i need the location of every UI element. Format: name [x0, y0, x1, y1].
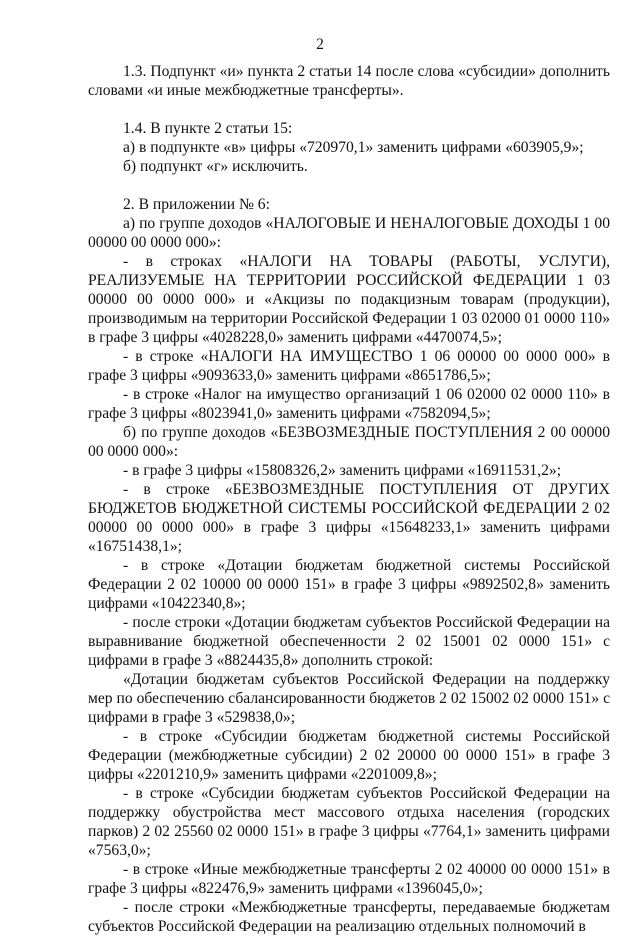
paragraph: - в строке «НАЛОГИ НА ИМУЩЕСТВО 1 06 00000 00 0000 000» в графе 3 цифры «9093633,0» заменить цифрами «8651786,5»;	[88, 348, 610, 384]
paragraph: а) в подпункте «в» цифры «720970,1» заменить цифрами «603905,9»;	[123, 139, 584, 156]
paragraph: - в строке «Налог на имущество организаций 1 06 02000 02 0000 110» в графе 3 цифры «8023941,0» заменить цифрами «7582094,5»;	[88, 386, 610, 422]
paragraph-spacer	[88, 100, 610, 119]
paragraph: - в строке «БЕЗВОЗМЕЗДНЫЕ ПОСТУПЛЕНИЯ ОТ ДРУГИХ БЮДЖЕТОВ БЮДЖЕТНОЙ СИСТЕМЫ РОССИЙСКОЙ ФЕДЕРАЦИИ 2 02 00000 00 0000 000» в графе 3 цифры «15648233,1» заменить цифрами «16751438,1»;	[88, 481, 610, 555]
document-body	[88, 62, 610, 936]
paragraph: 1.4. В пункте 2 статьи 15:	[123, 120, 293, 137]
paragraph: б) по группе доходов «БЕЗВОЗМЕЗДНЫЕ ПОСТУПЛЕНИЯ 2 00 00000 00 0000 000»:	[88, 424, 610, 460]
paragraph: - в строках «НАЛОГИ НА ТОВАРЫ (РАБОТЫ, УСЛУГИ), РЕАЛИЗУЕМЫЕ НА ТЕРРИТОРИИ РОССИЙСКОЙ ФЕДЕРАЦИИ 1 03 00000 00 0000 000» и «Акцизы по подакцизным товарам (продукции), производимым на территории Российской Федерации 1 03 02000 01 0000 110» в графе 3 цифры «4028228,0» заменить цифрами «4470074,5»;	[88, 253, 610, 346]
paragraph: 2. В приложении № 6:	[123, 196, 270, 213]
paragraph: - в графе 3 цифры «15808326,2» заменить цифрами «16911531,2»;	[123, 462, 562, 479]
paragraph: - после строки «Межбюджетные трансферты, передаваемые бюджетам субъектов Российской Федерации на реализацию отдельных полномочий в	[88, 899, 610, 935]
paragraph: «Дотации бюджетам субъектов Российской Федерации на поддержку мер по обеспечению сбалансированности бюджетов 2 02 15002 02 0000 151» с цифрами в графе 3 «529838,0»;	[88, 671, 610, 726]
paragraph: - в строке «Иные межбюджетные трансферты 2 02 40000 00 0000 151» в графе 3 цифры «822476,9» заменить цифрами «1396045,0»;	[88, 861, 610, 897]
paragraph: - в строке «Субсидии бюджетам субъектов Российской Федерации на поддержку обустройства мест массового отдыха населения (городских парков) 2 02 25560 02 0000 151» в графе 3 цифры «7764,1» заменить цифрами «7563,0»;	[88, 785, 610, 859]
paragraph: - после строки «Дотации бюджетам субъектов Российской Федерации на выравнивание бюджетной обеспеченности 2 02 15001 02 0000 151» с цифрами в графе 3 «8824435,8» дополнить строкой:	[88, 614, 610, 669]
paragraph: - в строке «Дотации бюджетам бюджетной системы Российской Федерации 2 02 10000 00 0000 151» в графе 3 цифры «9892502,8» заменить цифрами «10422340,8»;	[88, 557, 610, 612]
paragraph: б) подпункт «г» исключить.	[123, 158, 308, 175]
paragraph: - в строке «Субсидии бюджетам бюджетной системы Российской Федерации (межбюджетные субсидии) 2 02 20000 00 0000 151» в графе 3 цифры «2201210,9» заменить цифрами «2201009,8»;	[88, 728, 610, 783]
paragraph: 1.3. Подпункт «и» пункта 2 статьи 14 после слова «субсидии» дополнить словами «и иные межбюджетные трансферты».	[88, 63, 610, 99]
paragraph-spacer	[88, 176, 610, 195]
paragraph: а) по группе доходов «НАЛОГОВЫЕ И НЕНАЛОГОВЫЕ ДОХОДЫ 1 00 00000 00 0000 000»:	[88, 215, 610, 251]
page-number: 2	[316, 36, 324, 53]
